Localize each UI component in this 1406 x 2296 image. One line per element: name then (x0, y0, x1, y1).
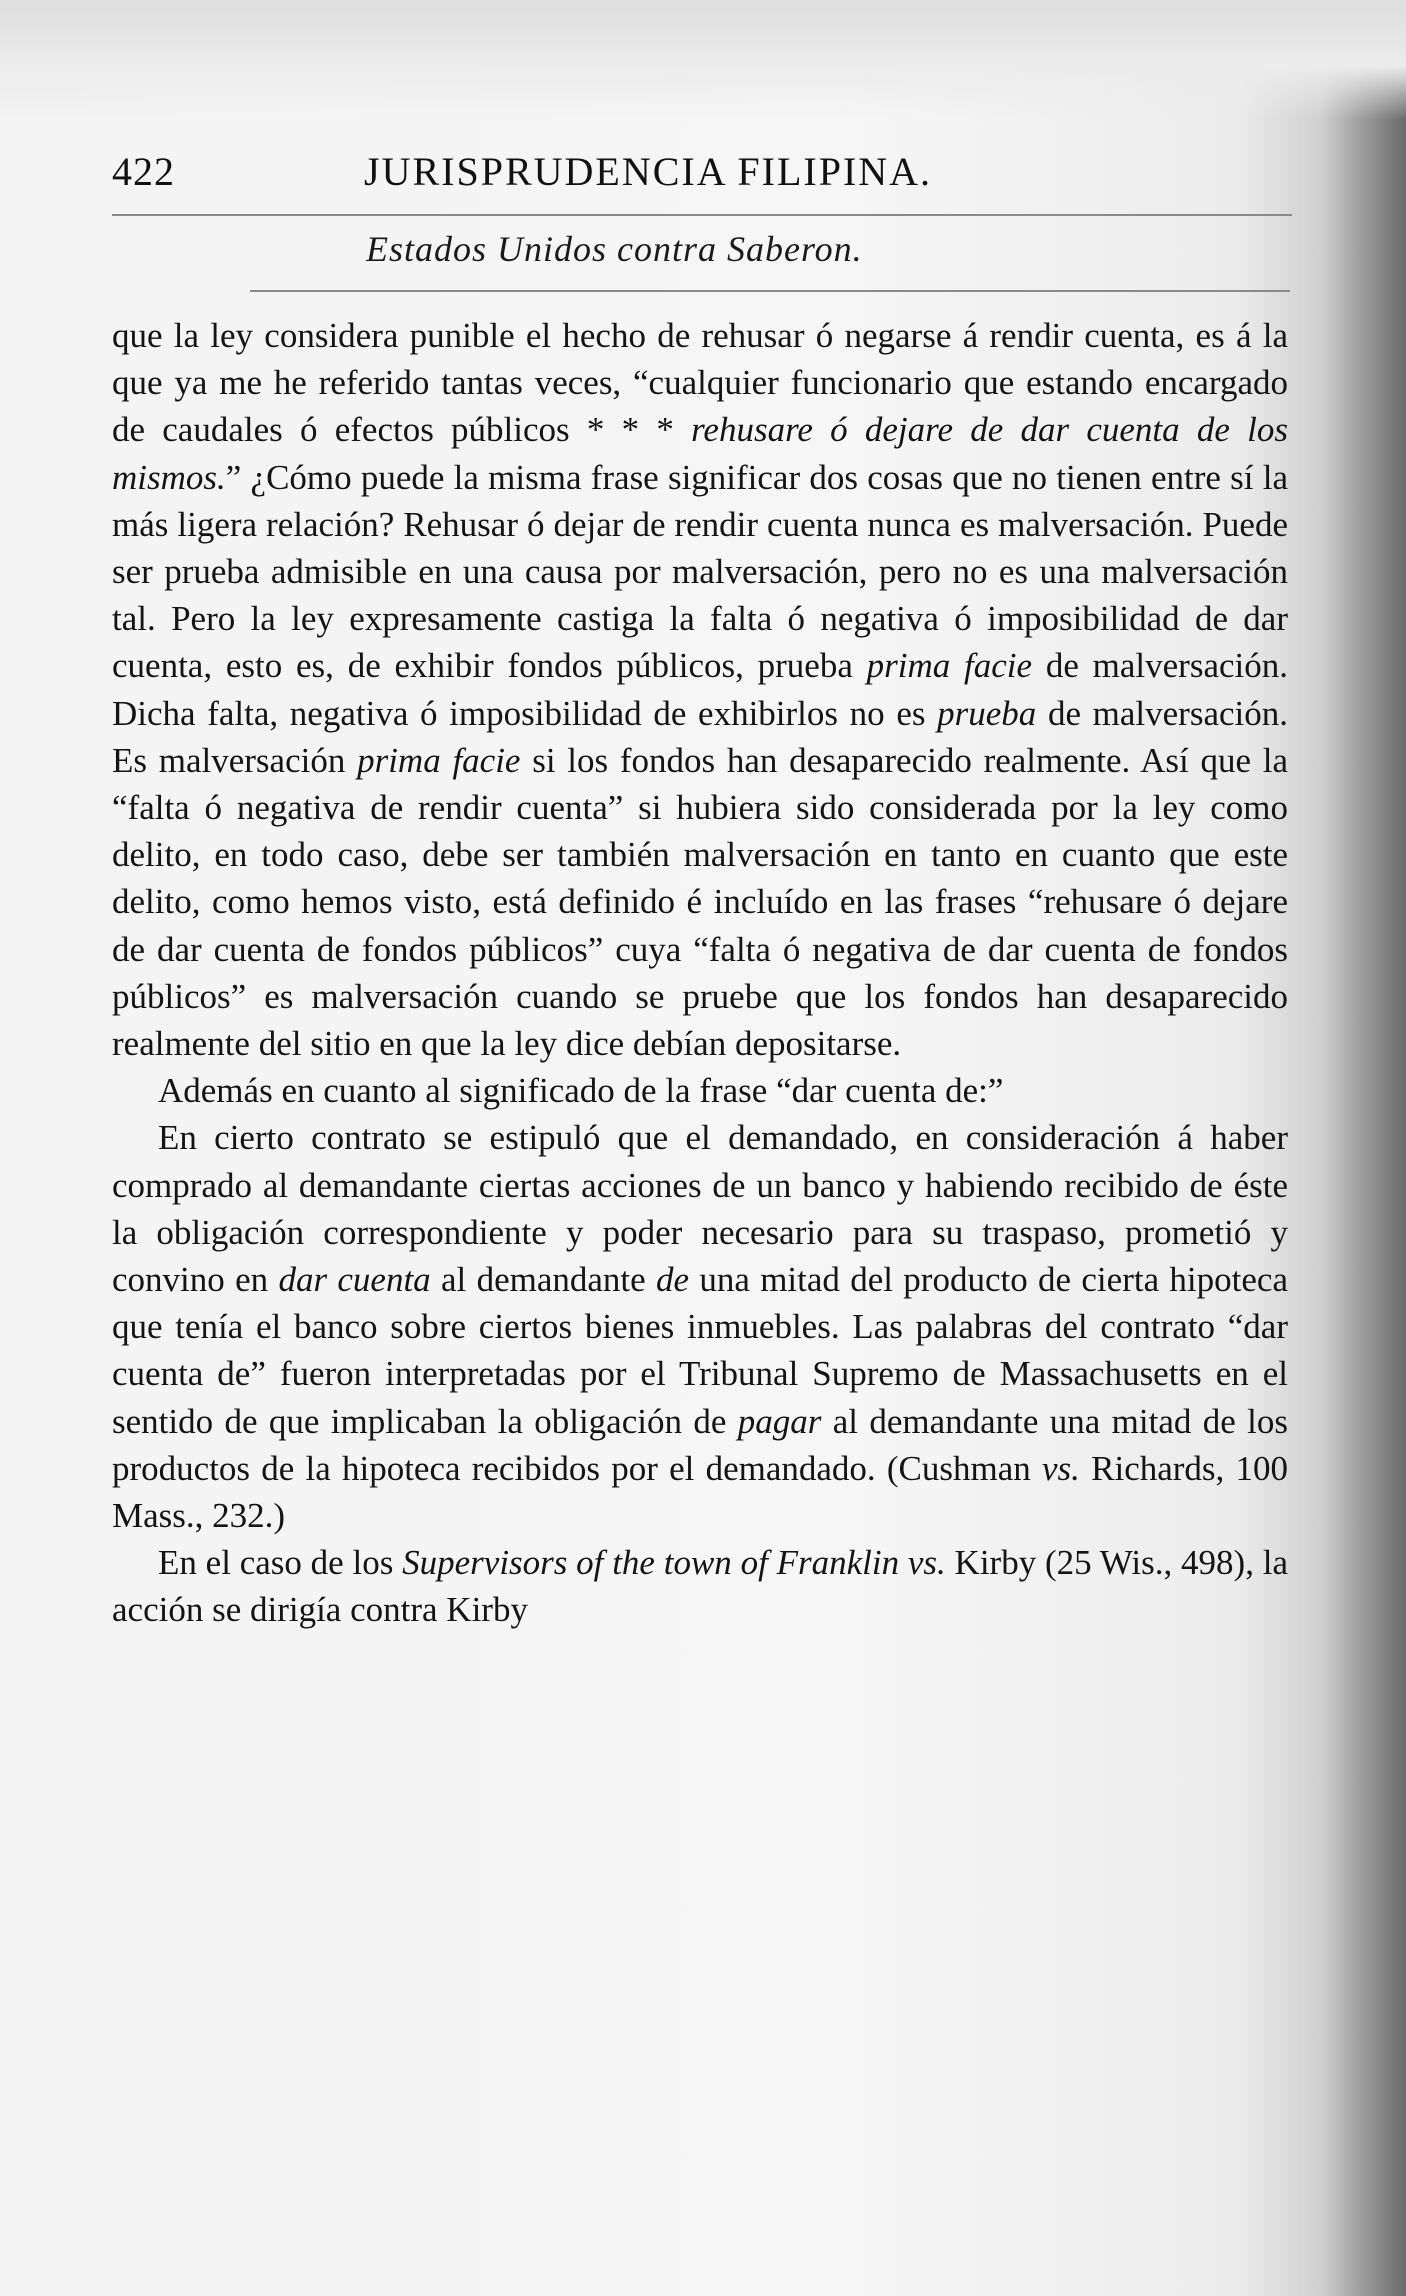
paragraph-1: que la ley considera punible el hecho de rehusar ó negarse á rendir cuenta, es á la que ya me he referido tantas veces, “cualquier funcionario que estando encargado de caudales ó efectos públicos * * * rehusare ó dejare de dar cuenta de los mismos.” ¿Cómo puede la misma frase significar dos cosas que no tienen entre sí la más ligera relación? Rehusar ó dejar de rendir cuenta nunca es malversación. Puede ser prueba admisible en una causa por malversación, pero no es una malversación tal. Pero la ley expresamente castiga la falta ó negativa ó imposibilidad de dar cuenta, esto es, de exhibir fondos públicos, prueba prima facie de malversación. Dicha falta, negativa ó imposibilidad de exhibirlos no es prueba de malversación. Es malversación prima facie si los fondos han desaparecido realmente. Así que la “falta ó negativa de rendir cuenta” si hubiera sido considerada por la ley como delito, en todo caso, debe ser también malversación en tanto en cuanto que este delito, como hemos visto, está definido é incluído en las frases “rehusare ó dejare de dar cuenta de fondos públicos” cuya “falta ó negativa de dar cuenta de fondos públicos” es malversación cuando se pruebe que los fondos han desaparecido realmente del sitio en que la ley dice debían depositarse. (112, 316, 1289, 1064)
paragraph-4: En el caso de los Supervisors of the town of Franklin vs. Kirby (25 Wis., 498), la acción se dirigía contra Kirby (112, 1543, 1288, 1630)
header-rule (112, 214, 1292, 216)
paragraph-3: En cierto contrato se estipuló que el demandado, en consideración á haber comprado al demandante ciertas acciones de un banco y habiendo recibido de éste la obligación correspondiente y poder necesario para su traspaso, prometió y convino en dar cuenta al demandante de una mitad del producto de cierta hipoteca que tenía el banco sobre ciertos bienes inmuebles. Las palabras del contrato “dar cuenta de” fueron interpretadas por el Tribunal Supremo de Massachusetts en el sentido de que implicaban la obligación de pagar al demandante una mitad de los productos de la hipoteca recibidos por el demandado. (Cushman vs. Richards, 100 Mass., 232.) (112, 1118, 1289, 1536)
running-title: JURISPRUDENCIA FILIPINA. (364, 149, 933, 194)
case-title: Estados Unidos contra Saberon. (366, 229, 863, 269)
page-number: 422 (112, 149, 175, 194)
case-title-rule (250, 290, 1290, 292)
paragraph-2: Además en cuanto al significado de la frase “dar cuenta de:” (158, 1071, 1004, 1111)
body-text (112, 312, 1288, 1634)
page-header (112, 148, 1292, 208)
scan-shadow (0, 0, 1406, 120)
